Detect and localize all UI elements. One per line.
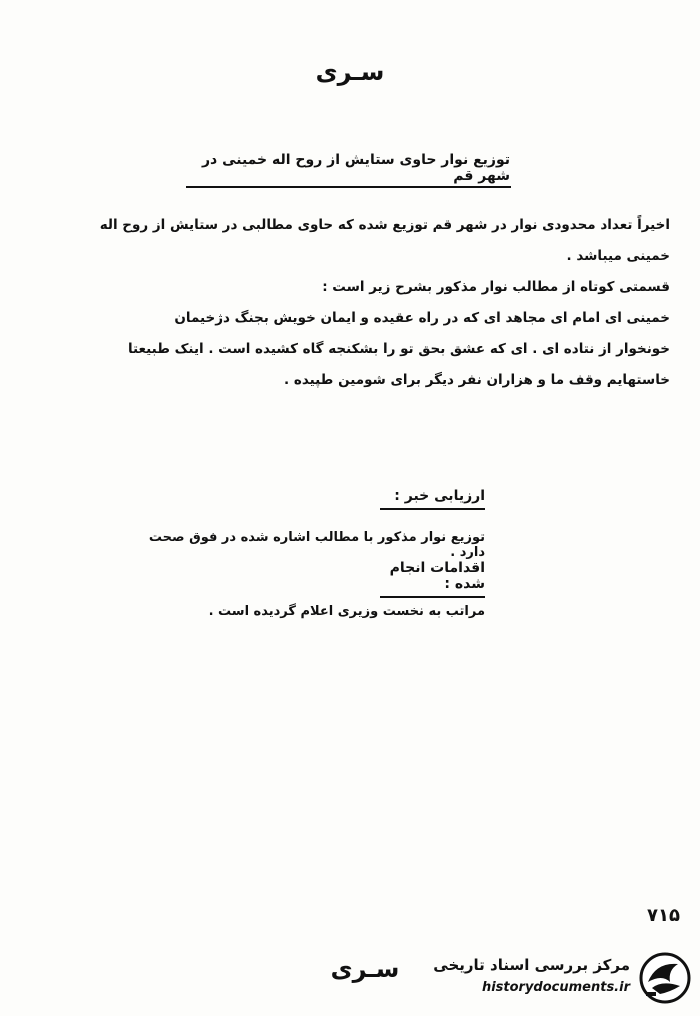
body-line: خونخوار از نتاده ای . ای که عشق بحق تو را بشکنجه گاه کشیده است . اینک طبیعتا xyxy=(127,341,670,357)
assessment-text: توزیع نوار مذکور با مطالب اشاره شده در فوق صحت دارد . xyxy=(148,530,485,560)
document-subject: توزیع نوار حاوی ستایش از روح اله خمینی در شهر قم xyxy=(201,152,510,184)
watermark-url: historydocuments.ir xyxy=(481,980,630,995)
subject-underline xyxy=(186,186,511,188)
actions-text: مراتب به نخست وزیری اعلام گردیده است . xyxy=(208,604,485,619)
body-line: خمینی میباشد . xyxy=(566,248,670,264)
body-line: خمینی ای امام ای مجاهد ای که در راه عقیده و ایمان خویش بجنگ دژخیمان xyxy=(174,310,670,326)
body-line: قسمتی کوتاه از مطالب نوار مذکور بشرح زیر است : xyxy=(322,279,670,295)
assessment-heading: ارزیابی خبر : xyxy=(380,488,485,510)
body-line: خاستهایم وقف ما و هزاران نفر دیگر برای شومین طپیده . xyxy=(284,372,670,388)
report-body xyxy=(30,210,670,396)
actions-heading: اقدامات انجام شده : xyxy=(380,560,485,598)
classification-stamp-top: سـری xyxy=(315,58,385,86)
body-line: اخیراً تعداد محدودی نوار در شهر قم توزیع شده که حاوی مطالبی در ستایش از روح اله xyxy=(99,217,670,233)
watermark-name: مرکز بررسی اسناد تاریخی xyxy=(433,956,630,974)
page-number: ۷۱۵ xyxy=(647,905,680,926)
archive-watermark xyxy=(422,950,692,1006)
classification-stamp-bottom: سـری xyxy=(330,955,400,983)
archive-logo-icon xyxy=(638,952,692,1004)
